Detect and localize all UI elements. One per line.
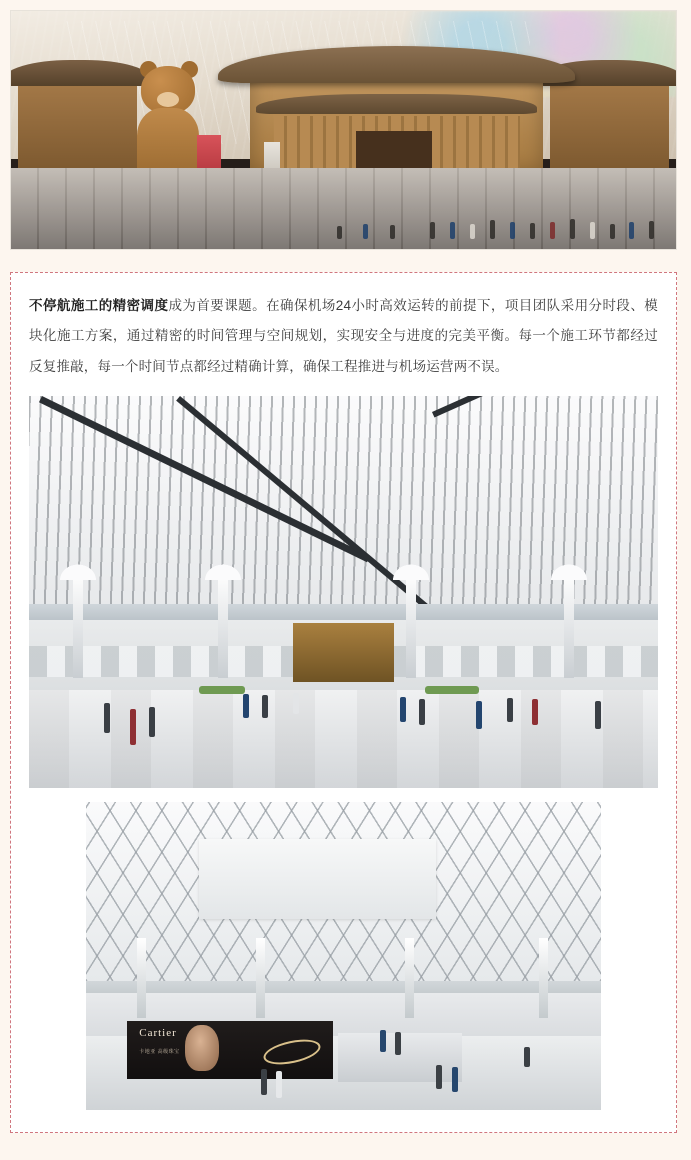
render-person: [476, 701, 482, 729]
terminal-render-skylight: [86, 802, 602, 1110]
render-column: [406, 576, 416, 678]
ad-jewellery-graphic: [261, 1035, 322, 1069]
figure-terminal-interior-render-skylight: [86, 802, 602, 1110]
advertising-banner: [127, 1021, 333, 1080]
render-column: [137, 938, 146, 1018]
temple-lower-roof: [256, 94, 537, 114]
render-person: [395, 1032, 401, 1055]
render-person: [261, 1069, 267, 1095]
article-paragraph-body: 成为首要课题。在确保机场24小时高效运转的前提下，项目团队采用分时段、模块化施工方案，通过精密的时间管理与空间规划，实现安全与进度的完美平衡。每一个施工环节都经过反复推敲，每一个时间节点都经过精确计算，确保工程推进与机场运营两不误。: [29, 298, 658, 374]
hero-temple-structure: [250, 63, 543, 172]
render-column: [256, 938, 265, 1018]
render-column: [564, 576, 574, 678]
render-person: [380, 1030, 386, 1052]
terminal-render-wide: [29, 396, 658, 788]
render-flat-ceiling-panel: [199, 839, 436, 919]
render-person: [293, 693, 299, 714]
render-column: [218, 576, 228, 678]
render-column: [539, 938, 548, 1018]
temple-doorway: [356, 131, 432, 173]
article-paragraph-lead: 不停航施工的精密调度: [29, 298, 169, 313]
render-person: [595, 701, 601, 729]
render-planter: [425, 686, 479, 694]
render-person: [524, 1047, 530, 1067]
ad-brand-name: Cartier: [139, 1026, 177, 1039]
render-person: [243, 694, 249, 718]
render-floor: [29, 690, 658, 788]
render-person: [507, 698, 513, 722]
hero-left-pavilion: [18, 73, 138, 168]
render-person: [532, 699, 538, 725]
render-person: [104, 703, 110, 733]
render-person: [262, 695, 268, 718]
hero-right-pavilion: [550, 73, 670, 168]
figure-terminal-interior-render-wide: [29, 396, 658, 788]
render-person: [419, 699, 425, 725]
hero-figure: [11, 11, 676, 249]
render-planter: [199, 686, 245, 694]
render-person: [149, 707, 155, 737]
render-person: [452, 1067, 458, 1092]
render-person: [436, 1065, 442, 1089]
ad-model-portrait: [185, 1025, 219, 1071]
render-person: [400, 697, 406, 722]
render-column: [73, 576, 83, 678]
article-card: [10, 272, 677, 1133]
mascot-snout: [157, 92, 179, 107]
ad-subtitle: 卡地亚 高级珠宝: [139, 1048, 180, 1055]
hero-figure-frame: [10, 10, 677, 250]
article-paragraph: [29, 291, 658, 382]
render-person: [276, 1071, 282, 1098]
hero-crowd: [11, 168, 676, 239]
render-column: [405, 938, 414, 1018]
render-central-feature: [293, 623, 394, 682]
render-person: [130, 709, 136, 745]
